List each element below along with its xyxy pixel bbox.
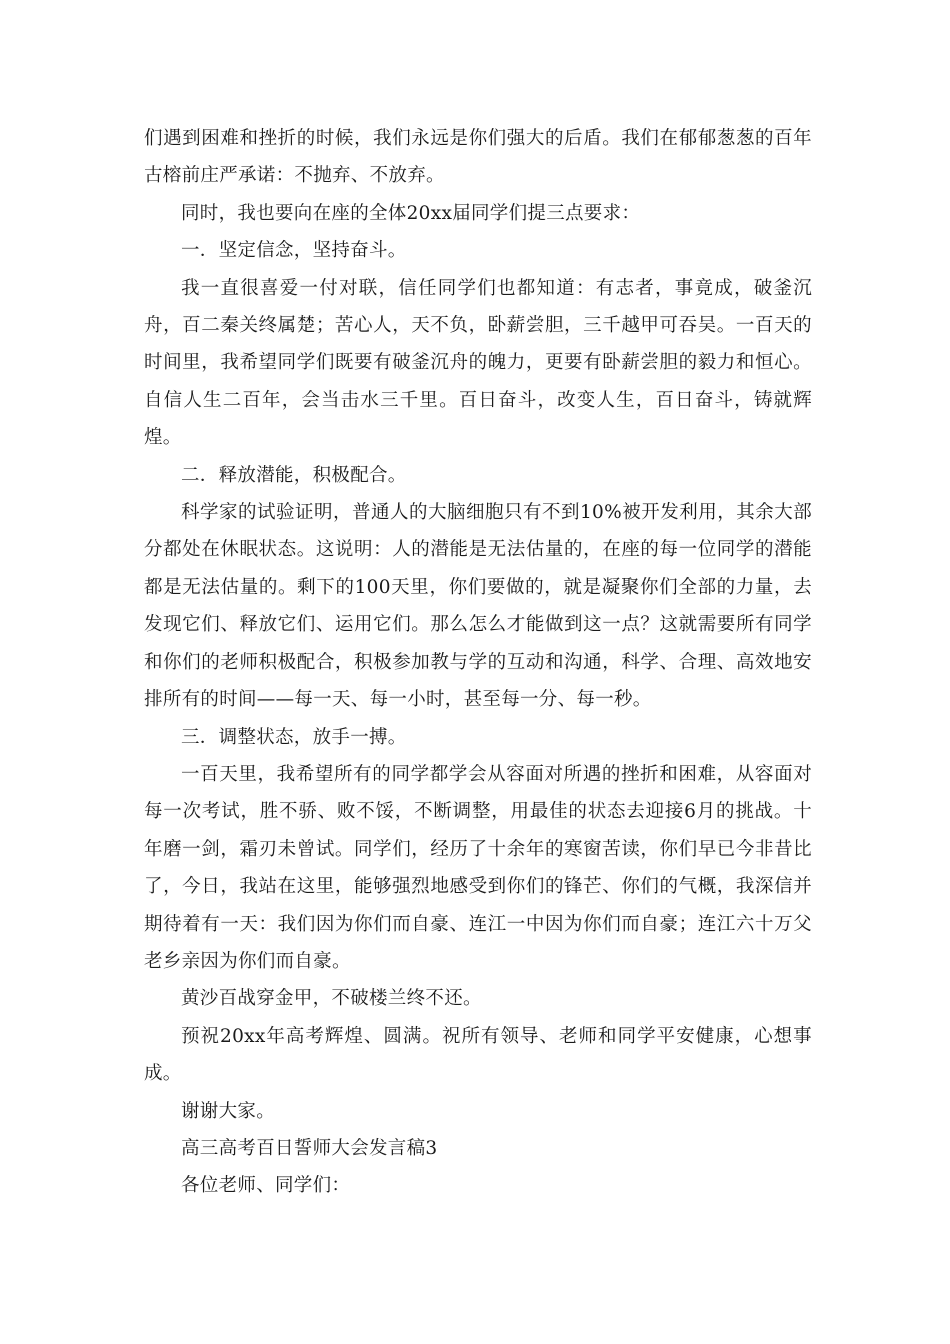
- heading-point-three: 三．调整状态，放手一搏。: [181, 726, 407, 748]
- paragraph-point-three-body: 一百天里，我希望所有的同学都学会从容面对所遇的挫折和困难，从容面对每一次考试，胜不骄、败不馁，不断调整，用最佳的状态去迎接6月的挑战。十年磨一剑，霜刃未曾试。同学们，经历了十余年的寒窗苦读，你们早已今非昔比了，今日，我站在这里，能够强烈地感受到你们的锋芒、你们的气概，我深信并期待着有一天：我们因为你们而自豪、连江一中因为你们而自豪；连江六十万父老乡亲因为你们而自豪。: [144, 763, 812, 972]
- paragraph-wishes: 预祝20xx年高考辉煌、圆满。祝所有领导、老师和同学平安健康，心想事成。: [144, 1025, 812, 1085]
- paragraph-requirements-intro: 同时，我也要向在座的全体20xx届同学们提三点要求：: [181, 202, 641, 224]
- paragraph-point-one-body: 我一直很喜爱一付对联，信任同学们也都知道：有志者，事竟成，破釜沉舟，百二秦关终属楚；苦心人，天不负，卧薪尝胆，三千越甲可吞吴。一百天的时间里，我希望同学们既要有破釜沉舟的魄力，更要有卧薪尝胆的毅力和恒心。自信人生二百年，会当击水三千里。百日奋斗，改变人生，百日奋斗，铸就辉煌。: [144, 277, 812, 449]
- heading-point-one: 一．坚定信念，坚持奋斗。: [181, 240, 407, 262]
- heading-point-two: 二．释放潜能，积极配合。: [181, 464, 407, 486]
- paragraph-point-two-body: 科学家的试验证明，普通人的大脑细胞只有不到10%被开发利用，其余大部分都处在休眠状态。这说明：人的潜能是无法估量的，在座的每一位同学的潜能都是无法估量的。剩下的100天里，你们要做的，就是凝聚你们全部的力量，去发现它们、释放它们、运用它们。那么怎么才能做到这一点？这就需要所有同学和你们的老师积极配合，积极参加教与学的互动和沟通，科学、合理、高效地安排所有的时间——每一天、每一小时，甚至每一分、每一秒。: [144, 502, 812, 711]
- paragraph-thanks: 谢谢大家。: [181, 1100, 276, 1122]
- document-body: [144, 120, 812, 1205]
- paragraph-greeting: 各位老师、同学们：: [181, 1175, 351, 1197]
- section-title: 高三高考百日誓师大会发言稿3: [181, 1137, 438, 1159]
- paragraph-continuation: 们遇到困难和挫折的时候，我们永远是你们强大的后盾。我们在郁郁葱葱的百年古榕前庄严承诺：不抛弃、不放弃。: [144, 128, 812, 187]
- paragraph-poem-line: 黄沙百战穿金甲，不破楼兰终不还。: [181, 988, 482, 1010]
